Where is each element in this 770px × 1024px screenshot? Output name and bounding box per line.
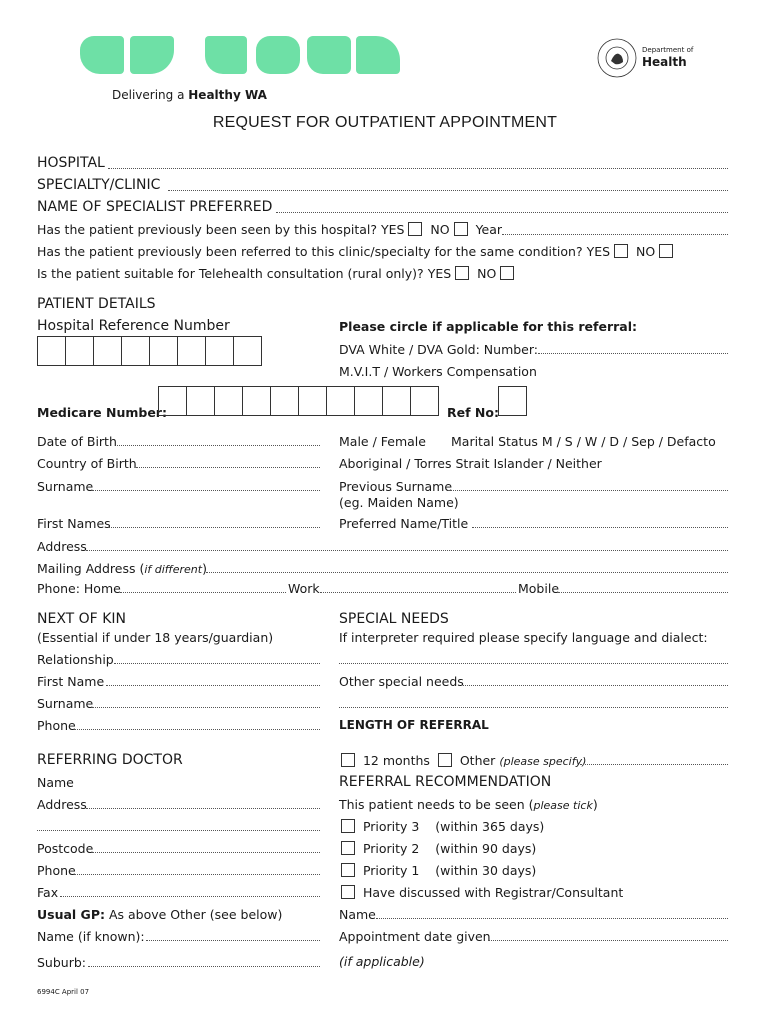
priority-2-checkbox[interactable]: [341, 841, 355, 855]
priority-3-option: Priority 3 (within 365 days): [341, 819, 544, 834]
doctor-postcode-field[interactable]: [92, 852, 320, 853]
doctor-address-label: Address: [37, 797, 87, 812]
usual-gp-label: Usual GP: As above Other (see below): [37, 907, 283, 922]
priority-3-checkbox[interactable]: [341, 819, 355, 833]
phone-work-label: Work: [288, 581, 320, 596]
doctor-phone-field[interactable]: [74, 874, 320, 875]
telehealth-no-checkbox[interactable]: [500, 266, 514, 280]
specialty-label: SPECIALTY/CLINIC: [37, 177, 161, 193]
hospital-label: HOSPITAL: [37, 155, 105, 171]
logo-shape-6: [356, 36, 400, 74]
seen-no-checkbox[interactable]: [454, 222, 468, 236]
logo-shape-5: [307, 36, 351, 74]
hrn-boxes[interactable]: [37, 336, 262, 366]
hrn-label: Hospital Reference Number: [37, 318, 230, 334]
phone-home-label: Phone: Home: [37, 581, 121, 596]
q-telehealth: Is the patient suitable for Telehealth consultation (rural only)? YES NO: [37, 266, 514, 281]
aboriginal-options[interactable]: Aboriginal / Torres Strait Islander / Neither: [339, 456, 602, 471]
preferred-name-label: Preferred Name/Title: [339, 516, 469, 531]
other-length-field[interactable]: [580, 764, 728, 765]
ref-no-box[interactable]: [498, 386, 527, 416]
length-of-referral-heading: LENGTH OF REFERRAL: [339, 718, 489, 732]
logo-shape-2: [130, 36, 174, 74]
logo-shape-4: [256, 36, 300, 74]
page-title: REQUEST FOR OUTPATIENT APPOINTMENT: [212, 114, 558, 131]
discussed-checkbox[interactable]: [341, 885, 355, 899]
mvit-label: M.V.I.T / Workers Compensation: [339, 364, 537, 379]
surname-label: Surname: [37, 479, 94, 494]
other-length-checkbox[interactable]: [438, 753, 452, 767]
dept-small-label: Department of: [642, 46, 694, 54]
kin-surname-label: Surname: [37, 696, 94, 711]
country-label: Country of Birth: [37, 456, 137, 471]
tagline: Delivering a Healthy WA: [112, 88, 267, 102]
circle-instruction: Please circle if applicable for this referral:: [339, 319, 637, 334]
medicare-boxes[interactable]: [158, 386, 439, 416]
q-referred-before: Has the patient previously been referred to this clinic/specialty for the same condition? YES NO: [37, 244, 673, 259]
kin-phone-label: Phone: [37, 718, 76, 733]
next-of-kin-heading: NEXT OF KIN: [37, 611, 126, 627]
doctor-fax-label: Fax: [37, 885, 59, 900]
hospital-field[interactable]: [108, 168, 728, 169]
other-special-needs-field-2[interactable]: [339, 707, 728, 708]
phone-mobile-label: Mobile: [518, 581, 560, 596]
specialist-label: NAME OF SPECIALIST PREFERRED: [37, 199, 273, 215]
appointment-date-label: Appointment date given: [339, 929, 491, 944]
dob-label: Date of Birth: [37, 434, 117, 449]
address-label: Address: [37, 539, 87, 554]
twelve-months-checkbox[interactable]: [341, 753, 355, 767]
dept-health-label: Health: [642, 55, 687, 69]
doctor-name-label: Name: [37, 775, 74, 790]
other-special-needs-label: Other special needs: [339, 674, 464, 689]
seen-yes-checkbox[interactable]: [408, 222, 422, 236]
surname-field[interactable]: [92, 490, 320, 491]
kin-relationship-label: Relationship: [37, 652, 114, 667]
if-applicable-note: (if applicable): [339, 954, 425, 969]
special-needs-heading: SPECIAL NEEDS: [339, 611, 449, 627]
phone-mobile-field[interactable]: [558, 592, 728, 593]
referring-doctor-heading: REFERRING DOCTOR: [37, 752, 183, 768]
previous-surname-label: Previous Surname: [339, 479, 453, 494]
first-names-label: First Names: [37, 516, 111, 531]
q-seen-before: Has the patient previously been seen by this hospital? YES NO Year: [37, 222, 503, 237]
suburb-field[interactable]: [88, 966, 320, 967]
seen-year-field[interactable]: [502, 234, 728, 235]
preferred-name-field[interactable]: [472, 527, 728, 528]
registrar-name-label: Name: [339, 907, 376, 922]
kin-relationship-field[interactable]: [114, 663, 320, 664]
sex-options[interactable]: Male / Female: [339, 434, 426, 449]
doctor-fax-field[interactable]: [60, 896, 320, 897]
kin-first-name-field[interactable]: [106, 685, 320, 686]
previous-surname-field[interactable]: [448, 490, 728, 491]
medicare-label: Medicare Number:: [37, 405, 167, 420]
doctor-phone-label: Phone: [37, 863, 76, 878]
other-special-needs-field[interactable]: [461, 685, 728, 686]
first-names-field[interactable]: [108, 527, 320, 528]
interpreter-field[interactable]: [339, 663, 728, 664]
priority-1-checkbox[interactable]: [341, 863, 355, 877]
dob-field[interactable]: [117, 445, 320, 446]
interpreter-note: If interpreter required please specify language and dialect:: [339, 630, 708, 645]
form-code: 6994C April 07: [37, 988, 90, 996]
phone-home-field[interactable]: [120, 592, 286, 593]
dva-number-field[interactable]: [538, 353, 728, 354]
telehealth-yes-checkbox[interactable]: [455, 266, 469, 280]
patient-details-heading: PATIENT DETAILS: [37, 296, 156, 312]
mailing-address-label: Mailing Address (if different): [37, 561, 207, 576]
length-options: 12 months Other (please specify): [341, 753, 586, 768]
registrar-name-field[interactable]: [376, 918, 728, 919]
kin-first-name-label: First Name: [37, 674, 105, 689]
referral-recommendation-heading: REFERRAL RECOMMENDATION: [339, 774, 552, 790]
logo-shape-1: [80, 36, 124, 74]
gp-name-label: Name (if known):: [37, 929, 145, 944]
priority-1-option: Priority 1 (within 30 days): [341, 863, 536, 878]
referred-yes-checkbox[interactable]: [614, 244, 628, 258]
kin-surname-field[interactable]: [92, 707, 320, 708]
needs-to-be-seen-label: This patient needs to be seen (please tick): [339, 797, 598, 812]
referred-no-checkbox[interactable]: [659, 244, 673, 258]
address-field[interactable]: [86, 550, 728, 551]
ref-no-label: Ref No:: [447, 405, 499, 420]
kin-phone-field[interactable]: [74, 729, 320, 730]
wa-government-seal: [597, 38, 637, 78]
dva-label: DVA White / DVA Gold: Number:: [339, 342, 538, 357]
priority-2-option: Priority 2 (within 90 days): [341, 841, 536, 856]
marital-status-options[interactable]: Marital Status M / S / W / D / Sep / Defacto: [451, 434, 716, 449]
appointment-date-field[interactable]: [488, 940, 728, 941]
mailing-address-field[interactable]: [206, 572, 728, 573]
next-of-kin-note: (Essential if under 18 years/guardian): [37, 630, 274, 645]
suburb-label: Suburb:: [37, 955, 86, 970]
doctor-address-field[interactable]: [86, 808, 320, 809]
doctor-address-field-2[interactable]: [37, 830, 320, 831]
doctor-postcode-label: Postcode: [37, 841, 94, 856]
gp-name-field[interactable]: [146, 940, 320, 941]
maiden-name-hint: (eg. Maiden Name): [339, 495, 459, 510]
specialty-field[interactable]: [168, 190, 728, 191]
country-field[interactable]: [136, 467, 320, 468]
phone-work-field[interactable]: [320, 592, 516, 593]
specialist-field[interactable]: [276, 212, 728, 213]
discussed-option: Have discussed with Registrar/Consultant: [341, 885, 623, 900]
logo-shape-3: [205, 36, 247, 74]
